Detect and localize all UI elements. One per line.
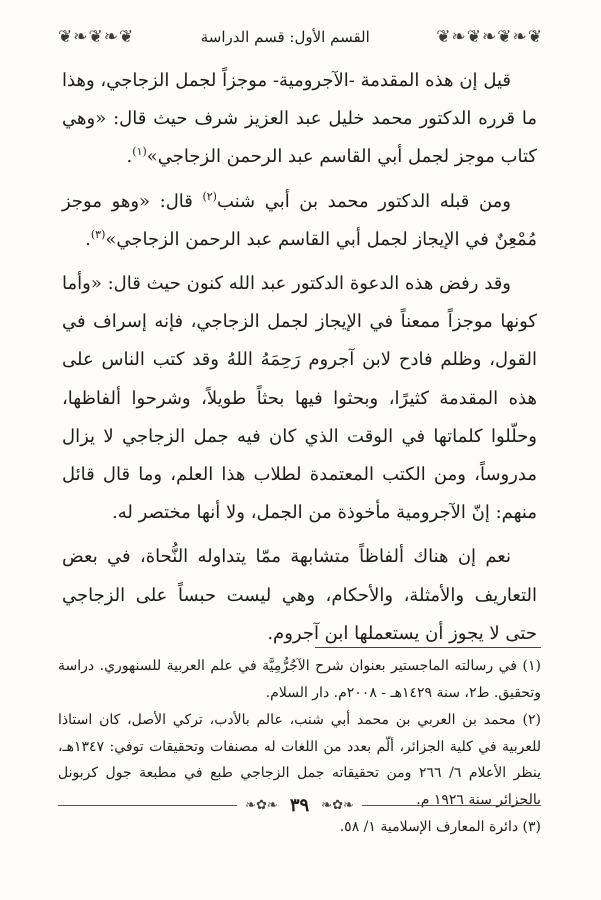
footer-rule-left [58,805,237,806]
paragraph-1-text: قيل إن هذه المقدمة -الآجرومية- موجزاً لجمل الزجاجي، وهذا ما قرره الدكتور محمد خليل عبد العزيز شرف حيث قال: «وهي كتاب موجز لجمل أبي القاسم عبد الرحمن الزجاجي» [62,70,537,168]
main-text [62,62,537,653]
footnote-3: (٣) دائرة المعارف الإسلامية ١/ ٥٨. [339,819,541,835]
footnote-separator [315,647,541,648]
paragraph-2-text-a: ومن قبله الدكتور محمد بن أبي شنب [216,190,511,212]
page-number: ٣٩ [289,794,310,816]
footnote-ref-1: (١) [132,145,147,159]
paragraph-4: نعم إن هناك ألفاظاً متشابهة ممّا يتداوله النُّحاة، في بعض التعاريف والأمثلة، والأحكام، وهي ليست حبساً على الزجاجي حتى لا يجوز أن يستعملها ابن آجروم. [62,546,537,644]
page-header [58,22,543,52]
page-footer [58,792,541,818]
paragraph-2-text-b: قال: «وهو موجز مُمْعِنٌ في الإيجاز لجمل أبي القاسم عبد الرحمن الزجاجي» [62,190,537,250]
footnote-1: (١) في رسالته الماجستير بعنوان شرح الآجُرُّمِيَّة في علم العربية للسنهوري. دراسة وتحقيق. ط٢، سنة ١٤٢٩هـ - ٢٠٠٨م. دار السلام. [58,658,541,701]
paragraph-1 [62,62,537,177]
footnote-ref-2: (٢) [202,189,217,203]
footer-ornament-left: ❧✿❧ [245,797,278,813]
footnote-ref-3: (٣) [90,227,106,241]
paragraph-1-end: . [126,146,133,168]
paragraph-2 [62,183,537,259]
header-ornament-right: ❦❧❦❧❦❧❦ [436,27,543,47]
running-title: القسم الأول: قسم الدراسة [200,28,370,46]
footer-ornament-right: ❧✿❧ [321,797,354,813]
header-ornament-left: ❦❧❦❧❦ [58,27,135,47]
footnote-2: (٢) محمد بن العربي بن محمد أبي شنب، عالم بالأدب، تركي الأصل، كان استاذا للعربية في كلية الجزائر، ألّم بعدد من اللغات له مصنفات وتحقيقات توفي: ١٣٤٧هـ، ينظر الأعلام ٦/ ٢٦٦ ومن تحقيقاته جمل الزجاجي طبع في مطبعة جول كربونل بالجزائر سنة ١٩٢٦ م. [58,712,542,808]
paragraph-2-end: . [85,228,91,250]
footer-rule-right [362,805,541,806]
paragraph-3: وقد رفض هذه الدعوة الدكتور عبد الله كنون حيث قال: «وأما كونها موجزاً ممعناً في الإيجاز لجمل الزجاجي، فإنه إسراف في القول، وظلم فادح لابن آجروم رَحِمَهُ اللهُ وقد كتب الناس على هذه المقدمة كثيرًا، وبحثوا فيها بحثاً طويلاً، وشرحوا ألفاظها، وحلّلوا كلماتها في الوقت الذي كان فيه جمل الزجاجي لا يزال مدروساً، ومن الكتب المعتمدة لطلاب هذا العلم، وما قال قائل منهم: إنّ الآجرومية مأخوذة من الجمل، ولا أنها مختصر له. [62,273,537,524]
